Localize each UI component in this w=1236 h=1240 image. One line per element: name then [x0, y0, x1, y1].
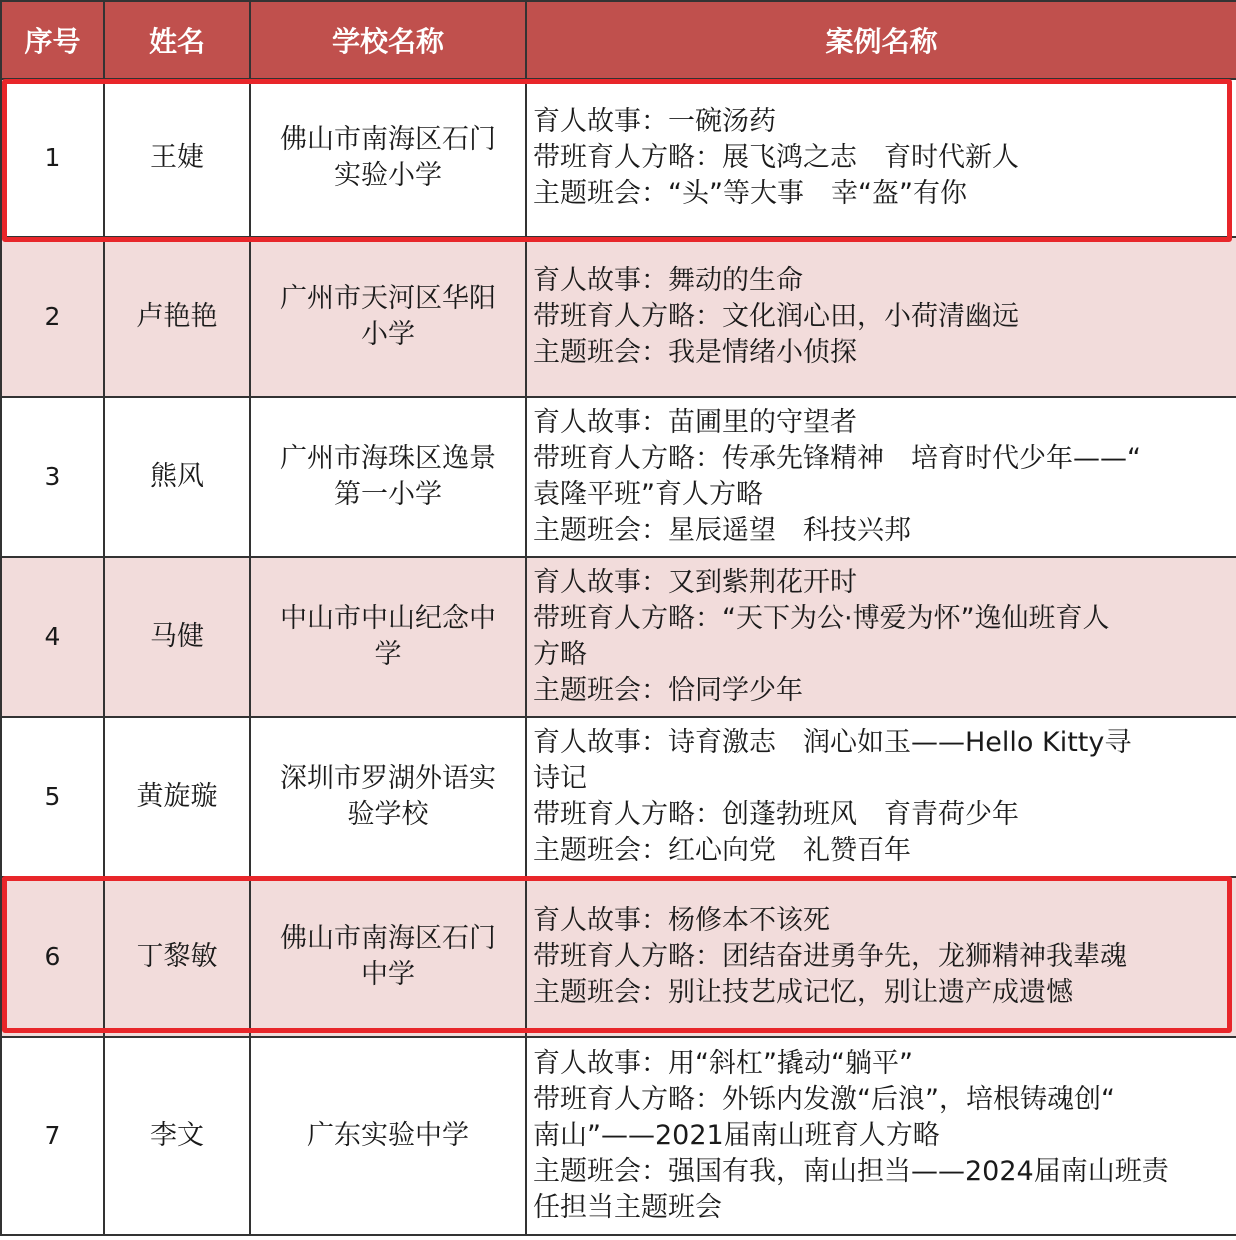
- case-line: 带班育人方略：文化润心田，小荷清幽远: [533, 301, 1019, 332]
- school-line: 广州市海珠区逸景: [280, 443, 496, 474]
- case-line: 主题班会：红心向党 礼赞百年: [533, 835, 911, 866]
- table-row: [1, 717, 1236, 877]
- header-school: 学校名称: [250, 1, 526, 79]
- row-cases: [526, 717, 1236, 877]
- case-line: 主题班会：“头”等大事 幸“盔”有你: [533, 178, 967, 209]
- case-line: 育人故事：用“斜杠”撬动“躺平”: [533, 1048, 913, 1079]
- school-line: 中学: [361, 959, 415, 990]
- row-no: 3: [1, 397, 104, 557]
- row-school: [250, 1037, 526, 1235]
- row-name: 卢艳艳: [104, 237, 250, 397]
- row-cases: [526, 557, 1236, 717]
- case-line: 育人故事：杨修本不该死: [533, 905, 830, 936]
- table-row: [1, 397, 1236, 557]
- row-no: 2: [1, 237, 104, 397]
- school-line: 深圳市罗湖外语实: [280, 763, 496, 794]
- row-no: 6: [1, 877, 104, 1037]
- row-name: 黄旋璇: [104, 717, 250, 877]
- row-cases: [526, 237, 1236, 397]
- case-line: 带班育人方略：创蓬勃班风 育青荷少年: [533, 799, 1019, 830]
- row-no: 5: [1, 717, 104, 877]
- school-line: 广东实验中学: [307, 1120, 469, 1151]
- case-line: 主题班会：星辰遥望 科技兴邦: [533, 515, 911, 546]
- table-row: [1, 877, 1236, 1037]
- case-line: 育人故事：又到紫荆花开时: [533, 567, 857, 598]
- case-line: 育人故事：苗圃里的守望者: [533, 407, 857, 438]
- case-line: 袁隆平班”育人方略: [533, 479, 763, 510]
- row-cases: [526, 877, 1236, 1037]
- case-line: 主题班会：别让技艺成记忆，别让遗产成遗憾: [533, 977, 1073, 1008]
- row-cases: [526, 1037, 1236, 1235]
- row-no: 7: [1, 1037, 104, 1235]
- case-line: 带班育人方略：展飞鸿之志 育时代新人: [533, 142, 1019, 173]
- case-line: 育人故事：舞动的生命: [533, 265, 803, 296]
- case-line: 带班育人方略：团结奋进勇争先，龙狮精神我辈魂: [533, 941, 1127, 972]
- table-row: [1, 79, 1236, 237]
- case-line: 主题班会：我是情绪小侦探: [533, 337, 857, 368]
- school-line: 佛山市南海区石门: [280, 923, 496, 954]
- table-row: [1, 1037, 1236, 1235]
- row-cases: [526, 79, 1236, 237]
- school-line: 小学: [361, 319, 415, 350]
- case-line: 带班育人方略：外铄内发激“后浪”，培根铸魂创“: [533, 1084, 1115, 1115]
- header-no: 序号: [1, 1, 104, 79]
- table-row: [1, 237, 1236, 397]
- case-line: 诗记: [533, 763, 587, 794]
- row-cases: [526, 397, 1236, 557]
- school-line: 学: [374, 639, 402, 670]
- row-school: [250, 717, 526, 877]
- row-school: [250, 237, 526, 397]
- row-school: [250, 397, 526, 557]
- school-line: 广州市天河区华阳: [280, 283, 496, 314]
- row-name: 熊风: [104, 397, 250, 557]
- table-row: [1, 557, 1236, 717]
- school-line: 验学校: [347, 799, 429, 830]
- row-school: [250, 557, 526, 717]
- row-no: 4: [1, 557, 104, 717]
- header-row: [1, 1, 1236, 79]
- case-line: 南山”——2021届南山班育人方略: [533, 1120, 940, 1151]
- school-line: 中山市中山纪念中: [280, 603, 496, 634]
- case-line: 方略: [533, 639, 587, 670]
- row-name: 丁黎敏: [104, 877, 250, 1037]
- row-name: 马健: [104, 557, 250, 717]
- row-school: [250, 79, 526, 237]
- row-name: 王婕: [104, 79, 250, 237]
- case-line: 主题班会：恰同学少年: [533, 675, 803, 706]
- school-line: 第一小学: [334, 479, 442, 510]
- case-line: 任担当主题班会: [533, 1192, 722, 1223]
- school-line: 实验小学: [334, 160, 442, 191]
- school-line: 佛山市南海区石门: [280, 124, 496, 155]
- row-name: 李文: [104, 1037, 250, 1235]
- case-line: 带班育人方略：传承先锋精神 培育时代少年——“: [533, 443, 1141, 474]
- header-case: 案例名称: [526, 1, 1236, 79]
- header-name: 姓名: [104, 1, 250, 79]
- case-line: 育人故事：一碗汤药: [533, 106, 776, 137]
- case-line: 主题班会：强国有我，南山担当——2024届南山班责: [533, 1156, 1169, 1187]
- row-no: 1: [1, 79, 104, 237]
- case-line: 育人故事：诗育激志 润心如玉——Hello Kitty寻: [533, 727, 1132, 758]
- case-line: 带班育人方略：“天下为公·博爱为怀”逸仙班育人: [533, 603, 1110, 634]
- row-school: [250, 877, 526, 1037]
